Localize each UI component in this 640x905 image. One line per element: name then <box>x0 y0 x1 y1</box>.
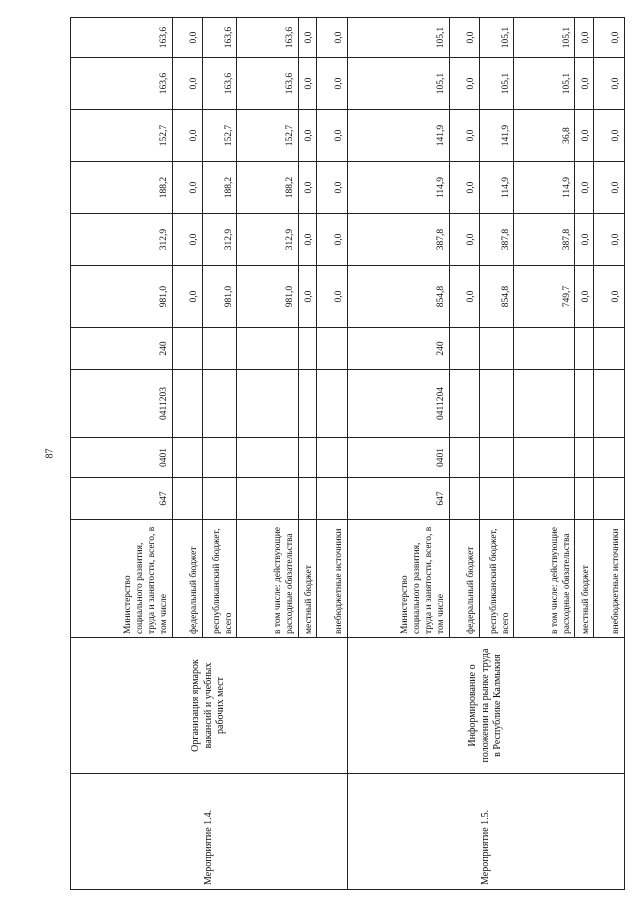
year-4-value: 0,0 <box>449 58 480 110</box>
rzpr-code <box>317 438 348 478</box>
year-5-value: 163,6 <box>71 18 173 58</box>
total-value: 749,7 <box>514 266 575 328</box>
event-code: Мероприятие 1.4. <box>71 774 348 890</box>
year-4-value: 105,1 <box>514 58 575 110</box>
rzpr-code <box>203 438 237 478</box>
funding-source: внебюджетные источники <box>594 520 625 638</box>
year-3-value: 0,0 <box>172 110 203 162</box>
year-4-value: 163,6 <box>71 58 173 110</box>
funding-source: местный бюджет <box>575 520 594 638</box>
csr-code <box>237 370 298 438</box>
total-value: 981,0 <box>71 266 173 328</box>
rzpr-code <box>514 438 575 478</box>
year-3-value: 36,8 <box>514 110 575 162</box>
year-2-value: 0,0 <box>298 162 317 214</box>
csr-code: 0411203 <box>71 370 173 438</box>
csr-code <box>594 370 625 438</box>
vr-code <box>575 328 594 370</box>
vr-code <box>203 328 237 370</box>
year-4-value: 105,1 <box>480 58 514 110</box>
year-2-value: 0,0 <box>317 162 348 214</box>
vr-code <box>594 328 625 370</box>
year-5-value: 105,1 <box>480 18 514 58</box>
table-row <box>71 18 173 890</box>
funding-source: республиканский бюджет, всего <box>203 520 237 638</box>
year-4-value: 0,0 <box>594 58 625 110</box>
year-5-value: 0,0 <box>317 18 348 58</box>
year-1-value: 0,0 <box>172 214 203 266</box>
year-2-value: 0,0 <box>575 162 594 214</box>
vr-code <box>172 328 203 370</box>
year-5-value: 163,6 <box>237 18 298 58</box>
funding-source: в том числе: действующие расходные обязательства <box>237 520 298 638</box>
year-5-value: 105,1 <box>514 18 575 58</box>
year-2-value: 114,9 <box>514 162 575 214</box>
year-2-value: 188,2 <box>203 162 237 214</box>
rzpr-code <box>480 438 514 478</box>
year-3-value: 0,0 <box>449 110 480 162</box>
page-number: 87 <box>44 448 56 459</box>
year-3-value: 152,7 <box>71 110 173 162</box>
year-3-value: 152,7 <box>203 110 237 162</box>
year-5-value: 0,0 <box>575 18 594 58</box>
event-code: Мероприятие 1.5. <box>347 774 624 890</box>
year-2-value: 188,2 <box>237 162 298 214</box>
total-value: 0,0 <box>172 266 203 328</box>
vr-code <box>317 328 348 370</box>
grbs-code <box>594 478 625 520</box>
grbs-code <box>575 478 594 520</box>
year-2-value: 114,9 <box>347 162 449 214</box>
year-1-value: 0,0 <box>594 214 625 266</box>
funding-source: федеральный бюджет <box>449 520 480 638</box>
rzpr-code: 0401 <box>71 438 173 478</box>
csr-code <box>575 370 594 438</box>
year-3-value: 0,0 <box>298 110 317 162</box>
year-5-value: 0,0 <box>449 18 480 58</box>
grbs-code <box>172 478 203 520</box>
total-value: 0,0 <box>298 266 317 328</box>
table-body <box>71 18 625 890</box>
funding-source: федеральный бюджет <box>172 520 203 638</box>
vr-code <box>298 328 317 370</box>
total-value: 0,0 <box>575 266 594 328</box>
budget-table <box>70 17 625 890</box>
year-2-value: 0,0 <box>449 162 480 214</box>
year-4-value: 0,0 <box>575 58 594 110</box>
year-5-value: 0,0 <box>594 18 625 58</box>
rzpr-code <box>594 438 625 478</box>
year-1-value: 312,9 <box>203 214 237 266</box>
vr-code <box>237 328 298 370</box>
year-5-value: 0,0 <box>298 18 317 58</box>
grbs-code <box>203 478 237 520</box>
funding-source: местный бюджет <box>298 520 317 638</box>
rotated-table-frame <box>70 26 625 890</box>
funding-source: внебюджетные источники <box>317 520 348 638</box>
total-value: 854,8 <box>480 266 514 328</box>
funding-source: республиканский бюджет, всего <box>480 520 514 638</box>
csr-code <box>203 370 237 438</box>
year-2-value: 114,9 <box>480 162 514 214</box>
rzpr-code: 0401 <box>347 438 449 478</box>
total-value: 854,8 <box>347 266 449 328</box>
year-1-value: 0,0 <box>298 214 317 266</box>
rotated-sheet <box>70 26 625 890</box>
year-4-value: 0,0 <box>298 58 317 110</box>
year-4-value: 0,0 <box>317 58 348 110</box>
year-5-value: 105,1 <box>347 18 449 58</box>
year-3-value: 141,9 <box>347 110 449 162</box>
year-1-value: 387,8 <box>514 214 575 266</box>
csr-code <box>172 370 203 438</box>
total-value: 0,0 <box>449 266 480 328</box>
rzpr-code <box>449 438 480 478</box>
grbs-code <box>317 478 348 520</box>
grbs-code: 647 <box>347 478 449 520</box>
event-name: Организация ярмарок вакансий и учебных рабочих мест <box>71 638 348 774</box>
year-3-value: 0,0 <box>575 110 594 162</box>
total-value: 981,0 <box>203 266 237 328</box>
vr-code <box>480 328 514 370</box>
funding-source: в том числе: действующие расходные обязательства <box>514 520 575 638</box>
csr-code: 0411204 <box>347 370 449 438</box>
grbs-code: 647 <box>71 478 173 520</box>
year-5-value: 163,6 <box>203 18 237 58</box>
funding-source: Министерство социального развития, труда и занятости, всего, в том числе <box>71 520 173 638</box>
rzpr-code <box>237 438 298 478</box>
total-value: 0,0 <box>317 266 348 328</box>
csr-code <box>514 370 575 438</box>
rzpr-code <box>575 438 594 478</box>
grbs-code <box>449 478 480 520</box>
year-1-value: 0,0 <box>575 214 594 266</box>
table-row <box>347 18 449 890</box>
year-3-value: 0,0 <box>317 110 348 162</box>
csr-code <box>317 370 348 438</box>
vr-code <box>514 328 575 370</box>
year-2-value: 0,0 <box>594 162 625 214</box>
vr-code <box>449 328 480 370</box>
year-2-value: 188,2 <box>71 162 173 214</box>
year-1-value: 387,8 <box>480 214 514 266</box>
year-3-value: 152,7 <box>237 110 298 162</box>
funding-source: Министерство социального развития, труда и занятости, всего, в том числе <box>347 520 449 638</box>
grbs-code <box>298 478 317 520</box>
year-3-value: 141,9 <box>480 110 514 162</box>
event-name: Информирование о положении на рынке труда в Республике Калмыкия <box>347 638 624 774</box>
grbs-code <box>237 478 298 520</box>
year-1-value: 387,8 <box>347 214 449 266</box>
rzpr-code <box>298 438 317 478</box>
year-1-value: 0,0 <box>449 214 480 266</box>
year-4-value: 163,6 <box>203 58 237 110</box>
year-4-value: 0,0 <box>172 58 203 110</box>
year-1-value: 0,0 <box>317 214 348 266</box>
grbs-code <box>514 478 575 520</box>
total-value: 981,0 <box>237 266 298 328</box>
total-value: 0,0 <box>594 266 625 328</box>
csr-code <box>298 370 317 438</box>
year-1-value: 312,9 <box>71 214 173 266</box>
year-2-value: 0,0 <box>172 162 203 214</box>
csr-code <box>449 370 480 438</box>
year-1-value: 312,9 <box>237 214 298 266</box>
vr-code: 240 <box>347 328 449 370</box>
grbs-code <box>480 478 514 520</box>
vr-code: 240 <box>71 328 173 370</box>
year-3-value: 0,0 <box>594 110 625 162</box>
year-4-value: 105,1 <box>347 58 449 110</box>
year-4-value: 163,6 <box>237 58 298 110</box>
rzpr-code <box>172 438 203 478</box>
year-5-value: 0,0 <box>172 18 203 58</box>
csr-code <box>480 370 514 438</box>
